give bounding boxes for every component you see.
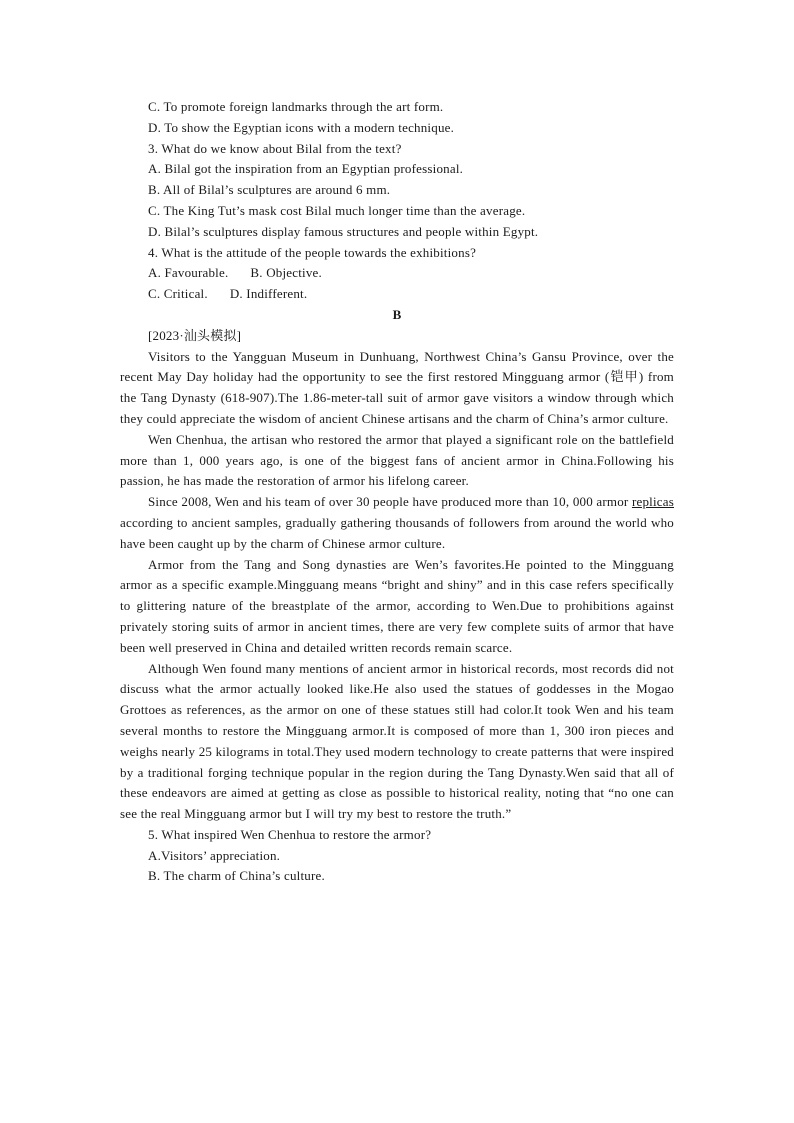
option-3a: A. Bilal got the inspiration from an Egyptian professional. bbox=[148, 161, 464, 177]
option-4a: A. Favourable. bbox=[148, 265, 229, 281]
paragraph-3 bbox=[120, 492, 674, 554]
paragraph-5: Although Wen found many mentions of ancient armor in historical records, most records did not discuss what the armor actually looked like.He also used the statues of goddesses in the Mogao Grottoes as references, as the armor on one of these statues still had color.It took Wen and his team several months to restore the Mingguang armor.It is composed of more than 1, 300 iron pieces and weighs nearly 25 kilograms in total.They used modern technology to create patterns that were inspired by a traditional forging technique popular in the region during the Tang Dynasty.Wen said that all of these endeavors are aimed at getting as close as possible to historical reality, noting that “no one can see the real Mingguang armor but I will try my best to restore the truth.” bbox=[120, 660, 674, 822]
question-3: 3. What do we know about Bilal from the text? bbox=[148, 140, 402, 156]
option-3b: B. All of Bilal’s sculptures are around 6 mm. bbox=[148, 182, 391, 198]
option-2d: D. To show the Egyptian icons with a modern technique. bbox=[148, 119, 455, 135]
section-heading: B bbox=[392, 306, 402, 322]
option-5a: A.Visitors’ appreciation. bbox=[148, 847, 281, 863]
question-4: 4. What is the attitude of the people towards the exhibitions? bbox=[148, 244, 477, 260]
option-4c: C. Critical. bbox=[148, 286, 208, 302]
question-5: 5. What inspired Wen Chenhua to restore the armor? bbox=[148, 826, 432, 842]
paragraph-3-part2: according to ancient samples, gradually gathering thousands of followers from around the world who have been caught up by the charm of Chinese armor culture. bbox=[120, 514, 674, 551]
paragraph-4: Armor from the Tang and Song dynasties are Wen’s favorites.He pointed to the Mingguang armor as a specific example.Mingguang means “bright and shiny” and in this case refers specifically to glittering nature of the breastplate of the armor, according to Wen.Due to prohibitions against privately storing suits of armor in ancient times, there are very few complete suits of armor that have been well preserved in China and detailed written records remain scarce. bbox=[120, 556, 674, 655]
source-tag: [2023·汕头模拟] bbox=[148, 327, 242, 343]
option-3c: C. The King Tut’s mask cost Bilal much longer time than the average. bbox=[148, 202, 526, 218]
option-4d: D. Indifferent. bbox=[229, 286, 308, 302]
option-5b: B. The charm of China’s culture. bbox=[148, 868, 325, 884]
paragraph-2: Wen Chenhua, the artisan who restored the armor that played a significant role on the battlefield more than 1, 000 years ago, is one of the biggest fans of ancient armor in China.Following his passion, he has made the restoration of armor his lifelong career. bbox=[120, 431, 674, 489]
option-2c: C. To promote foreign landmarks through the art form. bbox=[148, 99, 444, 114]
options-4-row1 bbox=[120, 263, 674, 284]
document-page bbox=[120, 97, 674, 887]
options-4-row2 bbox=[120, 284, 674, 305]
option-3d: D. Bilal’s sculptures display famous structures and people within Egypt. bbox=[148, 223, 539, 239]
option-4b: B. Objective. bbox=[250, 265, 322, 281]
underlined-word: replicas bbox=[631, 494, 674, 510]
paragraph-1: Visitors to the Yangguan Museum in Dunhuang, Northwest China’s Gansu Province, over the recent May Day holiday had the opportunity to see the first restored Mingguang armor (铠甲) from the Tang Dynasty (618-907).The 1.86-meter-tall suit of armor gave visitors a window through which they could appreciate the wisdom of ancient Chinese artisans and the charm of China’s armor culture. bbox=[120, 348, 674, 426]
paragraph-3-part1: Since 2008, Wen and his team of over 30 people have produced more than 10, 000 armor bbox=[148, 494, 632, 510]
